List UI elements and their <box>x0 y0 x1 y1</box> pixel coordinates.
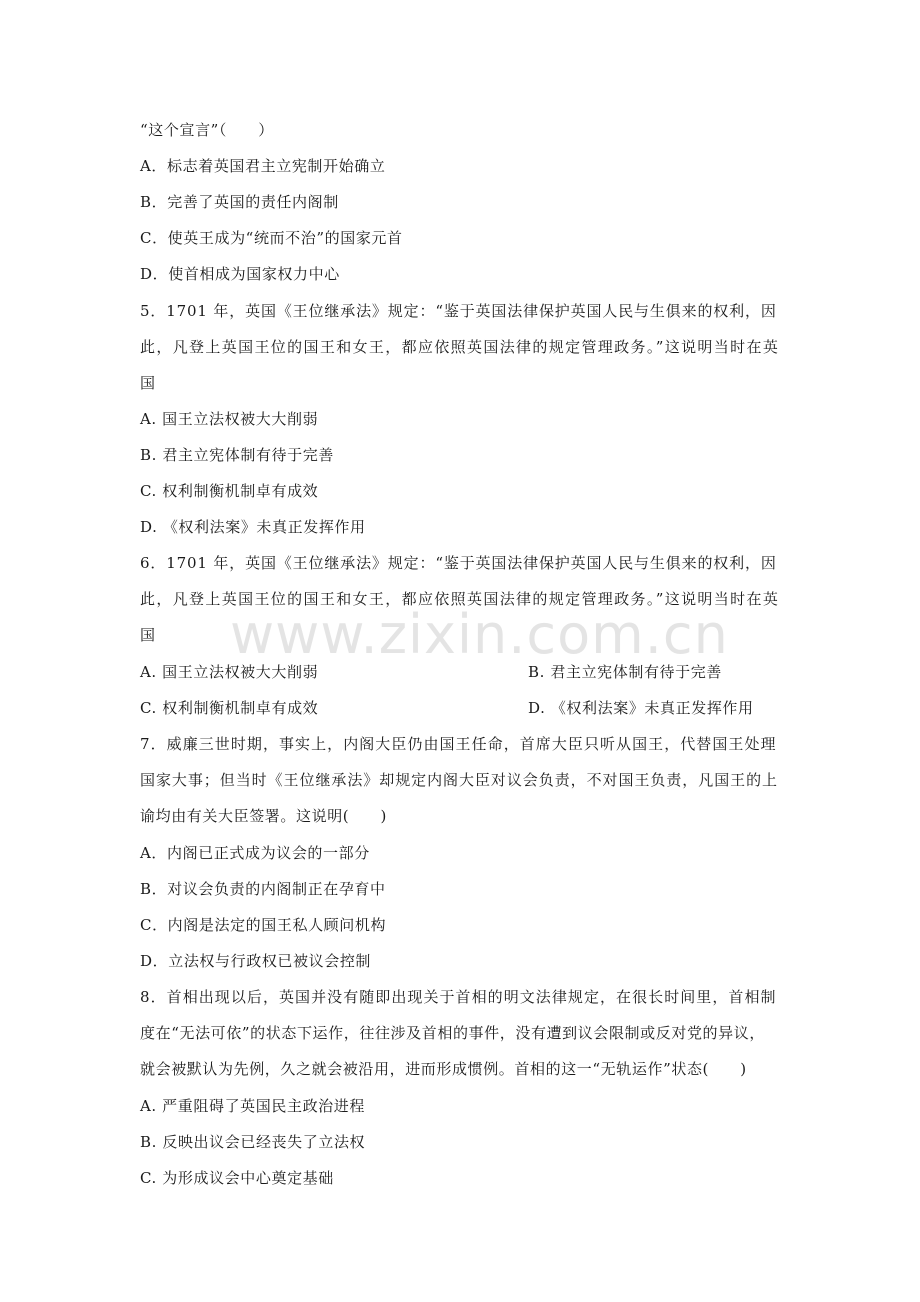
q6-stem-line-1: 6．1701 年，英国《王位继承法》规定：“鉴于英国法律保护英国人民与生俱来的权利，因 <box>140 554 777 572</box>
q4-option-c: C．使英王成为“统而不治”的国家元首 <box>140 229 403 247</box>
q8-option-b: B. 反映出议会已经丧失了立法权 <box>140 1133 366 1151</box>
q4-option-b: B．完善了英国的责任内阁制 <box>140 193 339 211</box>
q6-option-c: C. 权利制衡机制卓有成效 <box>140 699 319 717</box>
q5-stem-line-3: 国 <box>140 374 156 392</box>
q5-option-d: D. 《权利法案》未真正发挥作用 <box>140 518 366 536</box>
q5-stem-line-2: 此，凡登上英国王位的国王和女王，都应依照英国法律的规定管理政务。”这说明当时在英 <box>140 338 780 356</box>
q4-option-d: D．使首相成为国家权力中心 <box>140 265 340 283</box>
q7-option-d: D．立法权与行政权已被议会控制 <box>140 952 372 970</box>
q7-option-c: C．内阁是法定的国王私人顾问机构 <box>140 916 387 934</box>
q6-option-b: B. 君主立宪体制有待于完善 <box>528 663 722 681</box>
q6-stem-line-2: 此，凡登上英国王位的国王和女王，都应依照英国法律的规定管理政务。”这说明当时在英 <box>140 590 780 608</box>
q6-stem-line-3: 国 <box>140 626 156 644</box>
q7-stem-line-3: 谕均由有关大臣签署。这说明( ) <box>140 807 387 825</box>
q5-option-c: C. 权利制衡机制卓有成效 <box>140 482 319 500</box>
q5-option-a: A. 国王立法权被大大削弱 <box>140 410 319 428</box>
q4-stem: “这个宣言”（ ） <box>140 121 274 139</box>
q8-stem-line-3: 就会被默认为先例，久之就会被沿用，进而形成惯例。首相的这一“无轨运作”状态( ) <box>140 1060 747 1078</box>
q5-option-b: B. 君主立宪体制有待于完善 <box>140 446 334 464</box>
q7-stem-line-2: 国家大事；但当时《王位继承法》却规定内阁大臣对议会负责，不对国王负责，凡国王的上 <box>140 771 779 789</box>
q4-option-a: A．标志着英国君主立宪制开始确立 <box>140 157 386 175</box>
watermark: www.zixin.com.cn <box>230 603 729 666</box>
q8-option-a: A. 严重阻碍了英国民主政治进程 <box>140 1097 365 1115</box>
q7-option-b: B．对议会负责的内阁制正在孕育中 <box>140 880 386 898</box>
q6-option-d: D. 《权利法案》未真正发挥作用 <box>528 699 754 717</box>
q7-stem-line-1: 7．威廉三世时期，事实上，内阁大臣仍由国王任命，首席大臣只听从国王，代替国王处理 <box>140 735 777 753</box>
q8-stem-line-2: 度在“无法可依”的状态下运作，往往涉及首相的事件，没有遭到议会限制或反对党的异议， <box>140 1024 765 1042</box>
q8-stem-line-1: 8．首相出现以后，英国并没有随即出现关于首相的明文法律规定，在很长时间里，首相制 <box>140 988 777 1006</box>
q5-stem-line-1: 5．1701 年，英国《王位继承法》规定：“鉴于英国法律保护英国人民与生俱来的权利，因 <box>140 302 777 320</box>
q6-option-a: A. 国王立法权被大大削弱 <box>140 663 319 681</box>
q7-option-a: A．内阁已正式成为议会的一部分 <box>140 844 370 862</box>
q8-option-c: C. 为形成议会中心奠定基础 <box>140 1169 334 1187</box>
